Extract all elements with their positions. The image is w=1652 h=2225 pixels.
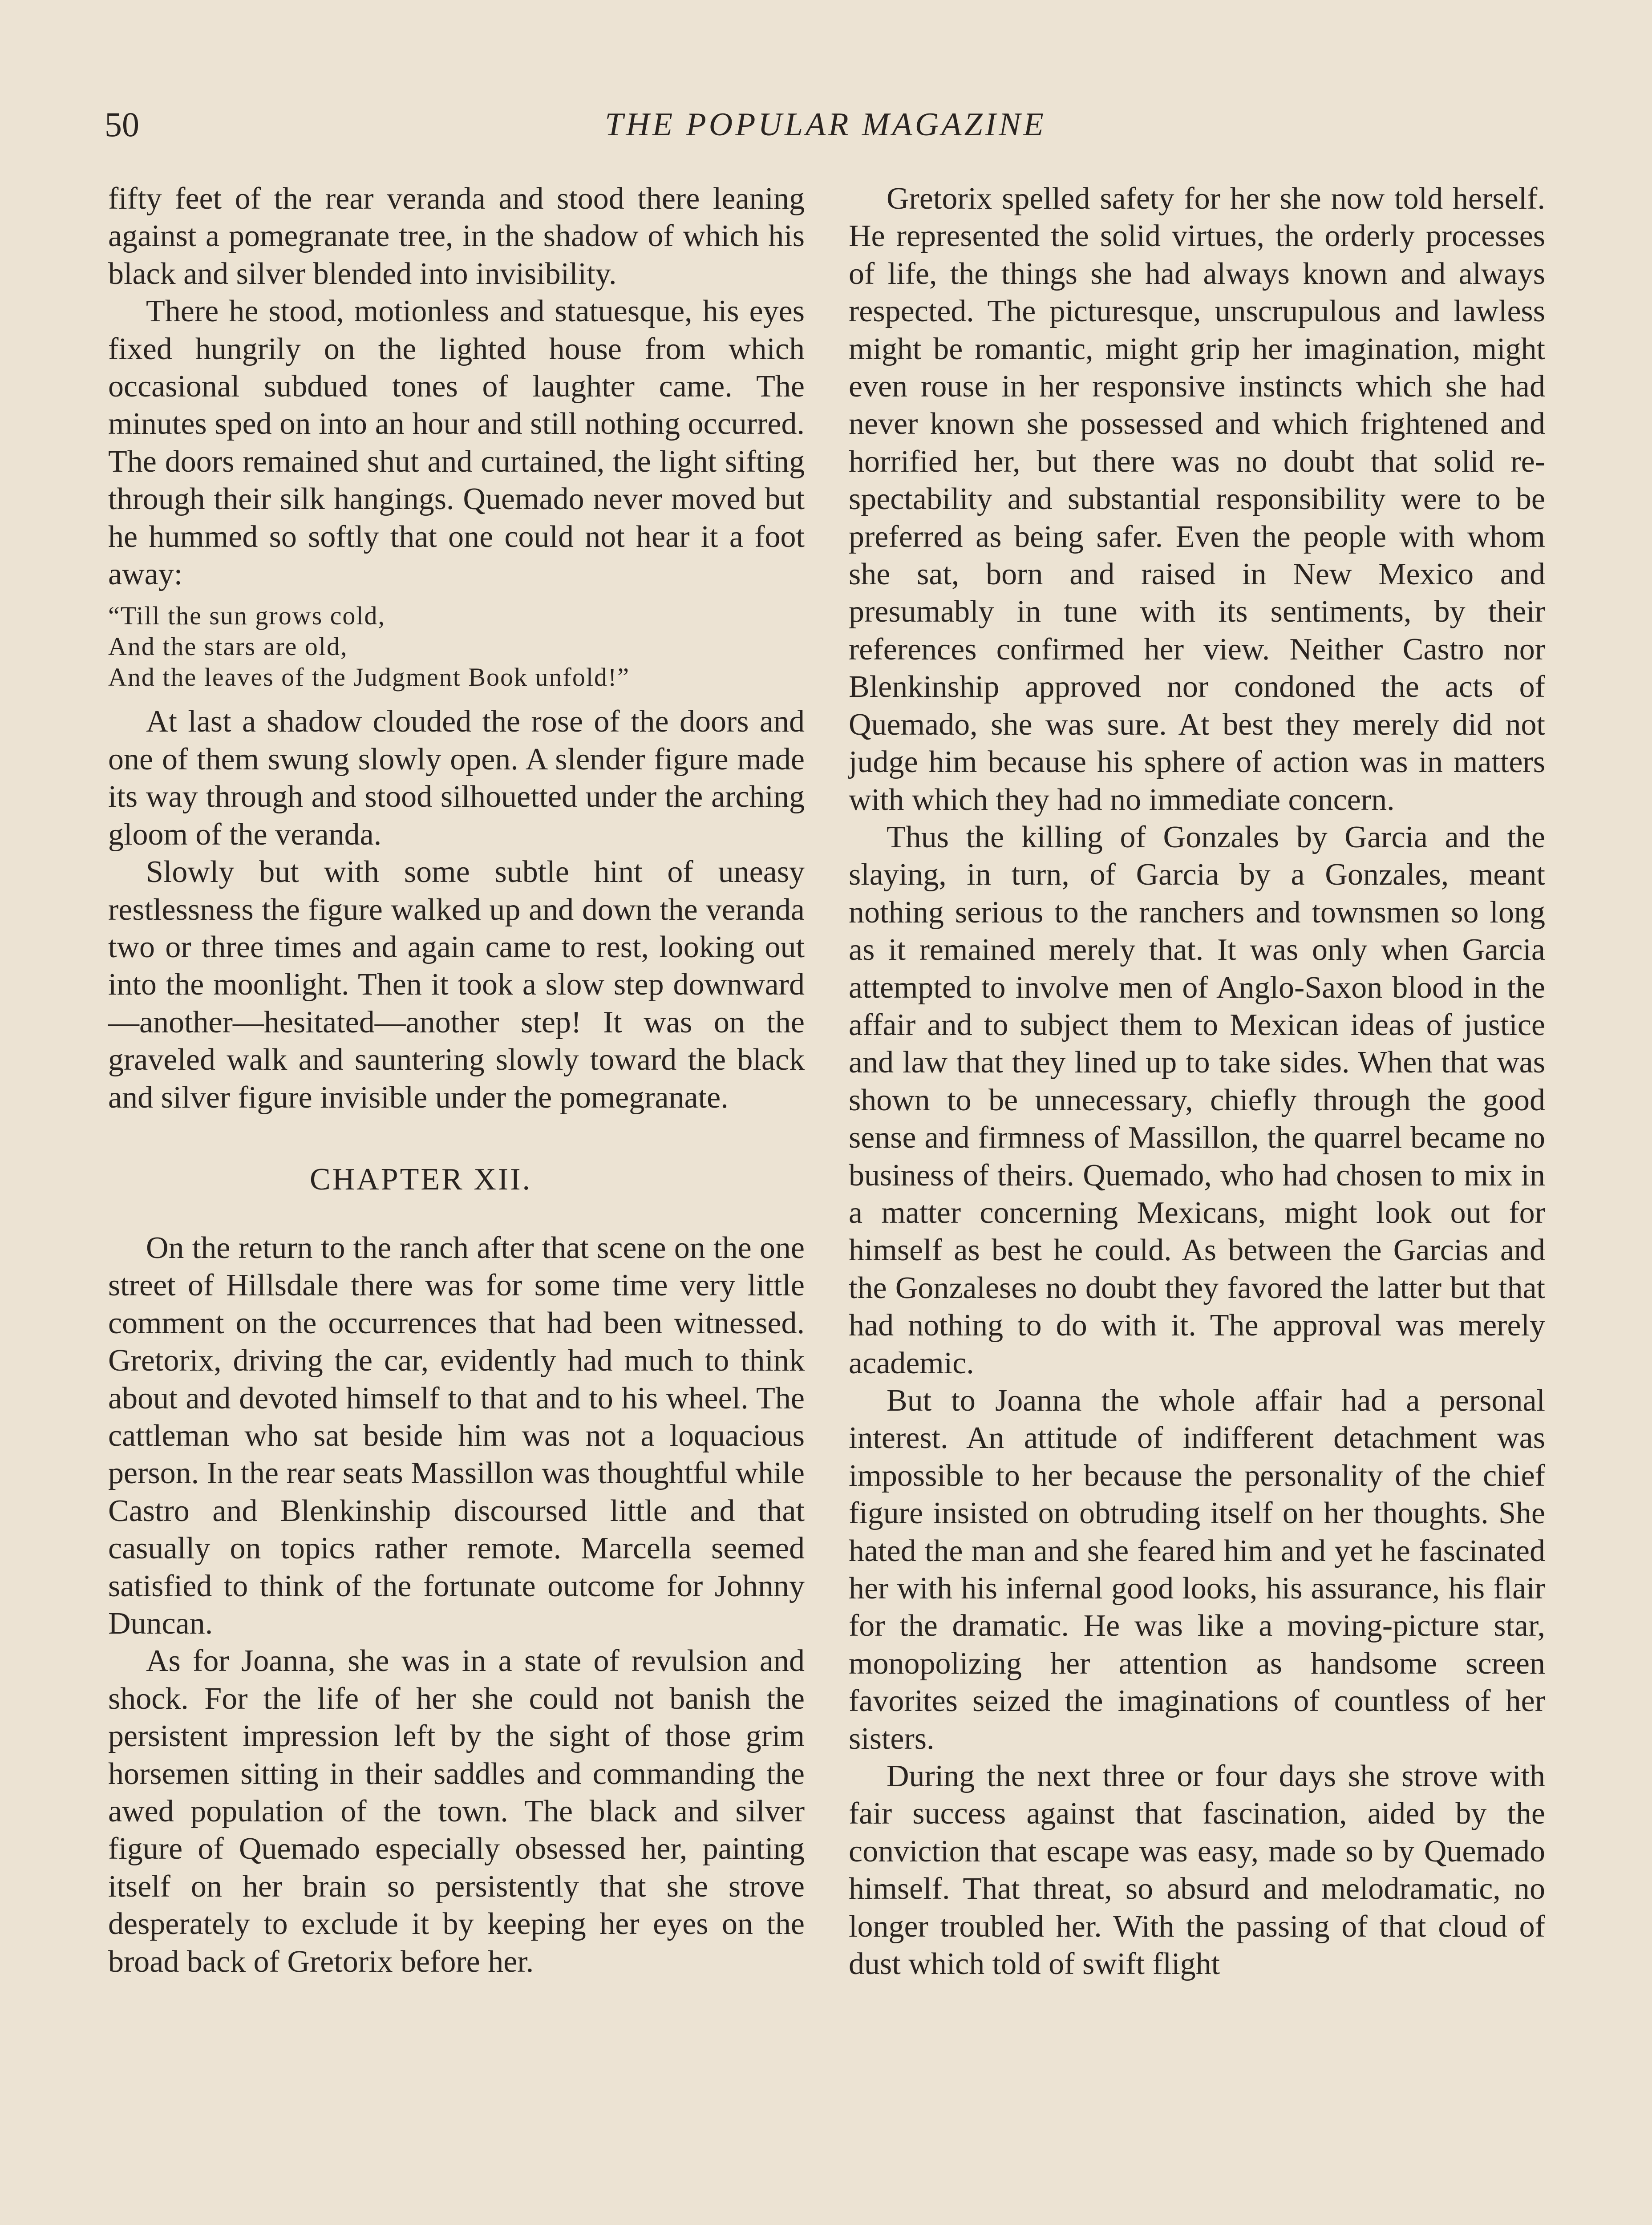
paragraph: There he stood, motionless and statuesque, his eyes fixed hungrily on the lighted house from which occasional subdued tones of laughter came. The minutes sped on into an hour and still nothing occurred. The doors remained shut and curtained, the light sifting through their silk hangings. Quemado never moved but he hummed so softly that one could not hear it a foot away: xyxy=(108,294,805,592)
paragraph: At last a shadow clouded the rose of the doors and one of them swung slowly open. A slender figure made its way through and stood silhouetted under the arching gloom of the veranda. xyxy=(108,704,805,852)
verse-quote xyxy=(108,600,805,692)
chapter-heading: CHAPTER XII. xyxy=(309,1162,532,1197)
paragraph: As for Joanna, she was in a state of revulsion and shock. For the life of her she could not banish the persistent impression left by the sight of those grim horsemen sitting in their saddles and commanding the awed population of the town. The black and silver figure of Quemado especially obsessed her, painting itself on her brain so persistently that she strove desperately to exclude it by keeping her eyes on the broad back of Gretorix before her. xyxy=(108,1644,805,1979)
paragraph: Thus the killing of Gonzales by Garcia and the slaying, in turn, of Garcia by a Gonzales, meant nothing serious to the ranchers and townsmen so long as it remained merely that. It was only when Garcia attempted to involve men of Anglo-Saxon blood in the affair and to subject them to Mexican ideas of justice and law that they lined up to take sides. When that was shown to be unnecessary, chiefly through the good sense and firmness of Massillon, the quarrel became no business of theirs. Quemado, who had chosen to mix in a matter concerning Mexicans, might look out for himself as best he could. As between the Garcias and the Gonzaleses no doubt they favored the latter but that had nothing to do with it. The approval was merely academic. xyxy=(849,820,1545,1380)
paragraph: On the return to the ranch after that scene on the one street of Hillsdale there was for some time very little comment on the occurrences that had been witnessed. Gretorix, driving the car, evidently had much to think about and devoted himself to that and to his wheel. The cattleman who sat beside him was not a loquacious person. In the rear seats Massillon was thoughtful while Castro and Blenkinship discoursed little and that casually on topics rather remote. Marcella seemed satisfied to think of the fortunate outcome for Johnny Duncan. xyxy=(108,1230,805,1641)
verse-line: And the leaves of the Judgment Book unfold!” xyxy=(108,663,630,692)
verse-line: “Till the sun grows cold, xyxy=(108,601,386,631)
paragraph: But to Joanna the whole affair had a personal interest. An attitude of indifferent detachment was impossible to her because the personality of the chief figure insisted on obtruding itself on her thoughts. She hated the man and she feared him and yet he fascinated her with his infernal good looks, his assurance, his flair for the dramatic. He was like a moving-picture star, monopolizing her attention as handsome screen favorites seized the imaginations of countless of her sisters. xyxy=(849,1384,1545,1756)
right-column xyxy=(849,180,1545,1983)
running-head: THE POPULAR MAGAZINE xyxy=(605,106,1046,143)
paragraph: During the next three or four days she strove with fair success against that fascination, aided by the conviction that escape was easy, made so by Quemado himself. That threat, so absurd and melodramatic, no longer troubled her. With the passing of that cloud of dust which told of swift flight xyxy=(849,1759,1545,1982)
page-number: 50 xyxy=(105,105,139,144)
paragraph: Gretorix spelled safety for her she now told herself. He represented the solid virtues, the orderly processes of life, the things she had always known and always respected. The picturesque, unscrupulous and lawless might be romantic, might grip her imagination, might even rouse in her responsive instincts which she had never known she possessed and which frightened and horrified her, but there was no doubt that solid respectability and substantial responsibility were to be preferred as being safer. Even the people with whom she sat, born and raised in New Mexico and presumably in tune with its sentiments, by their references confirmed her view. Neither Castro nor Blenkinship approved nor condoned the acts of Quemado, she was sure. At best they merely did not judge him because his sphere of action was in matters with which they had no immediate concern. xyxy=(849,182,1545,817)
verse-line: And the stars are old, xyxy=(108,632,348,661)
paragraph: fifty feet of the rear veranda and stood there leaning against a pomegranate tree, in the shadow of which his black and silver blended into invisibility. xyxy=(108,182,805,291)
paragraph: Slowly but with some subtle hint of uneasy restlessness the figure walked up and down the veranda two or three times and again came to rest, looking out into the moonlight. Then it took a slow step downward—another—hesitated—another step! It was on the graveled walk and sauntering slowly toward the black and silver figure invisible under the pomegranate. xyxy=(108,855,805,1115)
page-header xyxy=(105,100,1547,149)
left-column xyxy=(108,180,805,1981)
